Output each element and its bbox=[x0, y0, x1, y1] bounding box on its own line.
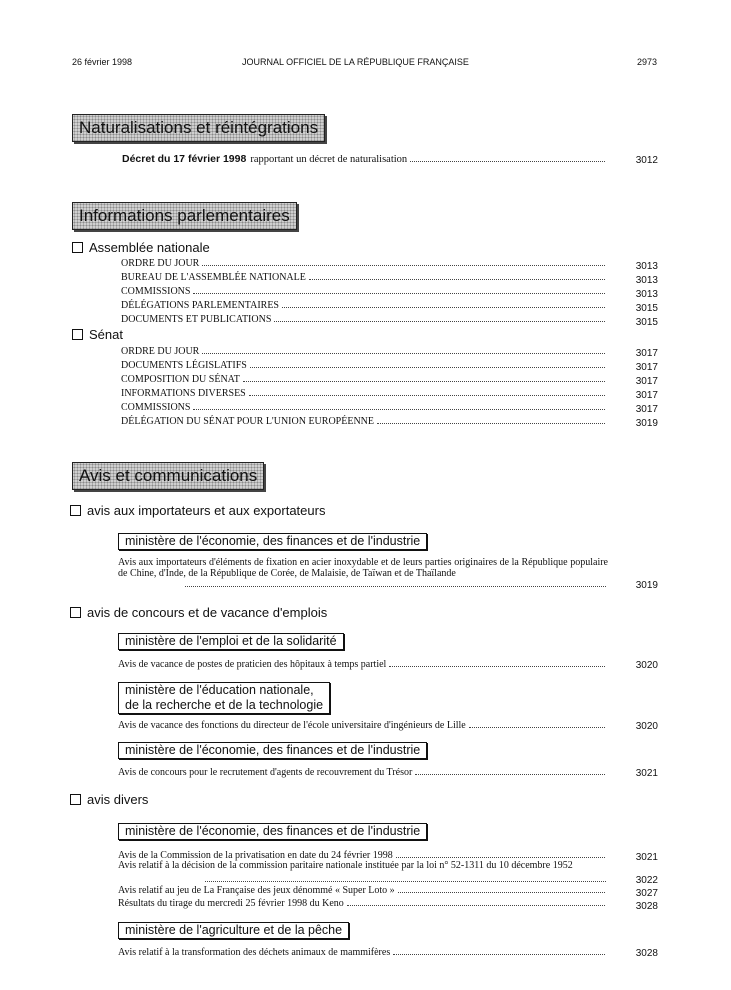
toc-page: 3015 bbox=[635, 317, 658, 328]
decret-date: Décret du 17 février 1998 bbox=[122, 153, 247, 165]
toc-label: COMMISSIONS bbox=[121, 402, 191, 413]
avis-banner: Avis et communications bbox=[72, 462, 264, 490]
toc-row[interactable] bbox=[118, 896, 607, 909]
toc-page: 3015 bbox=[635, 303, 658, 314]
checkbox-icon bbox=[70, 607, 81, 618]
importateurs-page: 3019 bbox=[635, 580, 658, 591]
toc-row[interactable] bbox=[121, 400, 607, 413]
toc-row[interactable] bbox=[121, 284, 607, 297]
section-assemblee-label: Assemblée nationale bbox=[89, 240, 210, 255]
divers-page: 3028 bbox=[635, 901, 658, 912]
toc-label: DOCUMENTS ET PUBLICATIONS bbox=[121, 314, 272, 325]
ministere-emploi-box: ministère de l'emploi et de la solidarité bbox=[118, 633, 344, 650]
toc-page: 3013 bbox=[635, 261, 658, 272]
agriculture-avis: Avis relatif à la transformation des déchets animaux de mammifères bbox=[118, 947, 391, 958]
checkbox-icon bbox=[72, 329, 83, 340]
ministere-economie-box: ministère de l'économie, des finances et de l'industrie bbox=[118, 742, 427, 759]
divers-avis: Avis relatif au jeu de La Française des jeux dénommé « Super Loto » bbox=[118, 885, 395, 896]
divers-avis: Résultats du tirage du mercredi 25 février 1998 du Keno bbox=[118, 898, 344, 909]
toc-row[interactable] bbox=[121, 298, 607, 311]
emploi-avis: Avis de vacance de postes de praticien des hôpitaux à temps partiel bbox=[118, 659, 387, 670]
toc-row[interactable] bbox=[118, 657, 607, 670]
section-importateurs-label: avis aux importateurs et aux exportateurs bbox=[87, 503, 326, 518]
toc-row[interactable] bbox=[121, 312, 607, 325]
toc-row[interactable] bbox=[121, 372, 607, 385]
toc-label: DOCUMENTS LÉGISLATIFS bbox=[121, 360, 247, 371]
section-assemblee bbox=[72, 240, 210, 255]
ministere-education-line2: de la recherche et de la technologie bbox=[125, 698, 324, 712]
emploi-page: 3020 bbox=[635, 660, 658, 671]
ministere-education-line1: ministère de l'éducation nationale, bbox=[125, 683, 314, 697]
section-divers bbox=[70, 792, 148, 807]
toc-row[interactable] bbox=[121, 414, 607, 427]
toc-page: 3017 bbox=[635, 390, 658, 401]
leader-dots bbox=[205, 881, 606, 882]
section-senat bbox=[72, 327, 123, 342]
education-page: 3020 bbox=[635, 721, 658, 732]
toc-row[interactable] bbox=[118, 945, 607, 958]
toc-page: 3017 bbox=[635, 362, 658, 373]
toc-row[interactable] bbox=[118, 718, 607, 731]
leader-dots bbox=[410, 161, 605, 162]
divers-page: 3022 bbox=[635, 875, 658, 886]
toc-page: 3017 bbox=[635, 348, 658, 359]
toc-row[interactable] bbox=[121, 256, 607, 269]
decret-page: 3012 bbox=[635, 155, 658, 166]
toc-page: 3013 bbox=[635, 275, 658, 286]
toc-label: BUREAU DE L'ASSEMBLÉE NATIONALE bbox=[121, 272, 306, 283]
checkbox-icon bbox=[72, 242, 83, 253]
toc-label: ORDRE DU JOUR bbox=[121, 346, 200, 357]
page-number: 2973 bbox=[637, 57, 658, 67]
ministere-economie-box: ministère de l'économie, des finances et de l'industrie bbox=[118, 823, 427, 840]
toc-label: DÉLÉGATION DU SÉNAT POUR L'UNION EUROPÉENNE bbox=[121, 416, 374, 427]
toc-label: ORDRE DU JOUR bbox=[121, 258, 200, 269]
toc-label: COMPOSITION DU SÉNAT bbox=[121, 374, 240, 385]
informations-banner: Informations parlementaires bbox=[72, 202, 297, 230]
section-concours-label: avis de concours et de vacance d'emplois bbox=[87, 605, 328, 620]
toc-row[interactable] bbox=[121, 358, 607, 371]
section-senat-label: Sénat bbox=[89, 327, 123, 342]
leader-dots bbox=[185, 586, 606, 587]
toc-label: INFORMATIONS DIVERSES bbox=[121, 388, 246, 399]
header-date: 26 février 1998 bbox=[72, 57, 133, 67]
toc-row[interactable] bbox=[121, 344, 607, 357]
ministere-agriculture-box: ministère de l'agriculture et de la pêche bbox=[118, 922, 349, 939]
naturalisations-banner: Naturalisations et réintégrations bbox=[72, 114, 325, 142]
toc-row[interactable] bbox=[118, 883, 607, 896]
toc-row[interactable] bbox=[118, 765, 607, 778]
importateurs-avis[interactable]: Avis aux importateurs d'éléments de fixation en acier inoxydable et de leurs parties originaires de la République populaire de Chine, d'Inde, de la République de Corée, de Malaisie, de Taïwan et de Thaïlande bbox=[118, 557, 608, 579]
checkbox-icon bbox=[70, 794, 81, 805]
section-concours bbox=[70, 605, 327, 620]
toc-row[interactable] bbox=[121, 270, 607, 283]
section-importateurs bbox=[70, 503, 325, 518]
journal-title: JOURNAL OFFICIEL DE LA RÉPUBLIQUE FRANÇAISE bbox=[242, 57, 469, 67]
agriculture-page: 3028 bbox=[635, 948, 658, 959]
divers-page: 3021 bbox=[635, 852, 658, 863]
toc-page: 3019 bbox=[635, 418, 658, 429]
divers-avis-commission[interactable]: Avis relatif à la décision de la commission paritaire nationale instituée par la loi n° 52-1311 du 10 décembre 1952 bbox=[118, 860, 573, 871]
toc-label: COMMISSIONS bbox=[121, 286, 191, 297]
checkbox-icon bbox=[70, 505, 81, 516]
economie-avis: Avis de concours pour le recrutement d'agents de recouvrement du Trésor bbox=[118, 767, 413, 778]
divers-avis: Avis de la Commission de la privatisation en date du 24 février 1998 bbox=[118, 850, 393, 861]
ministere-education-box bbox=[118, 682, 330, 714]
education-avis: Avis de vacance des fonctions du directeur de l'école universitaire d'ingénieurs de Lille bbox=[118, 720, 466, 731]
toc-label: DÉLÉGATIONS PARLEMENTAIRES bbox=[121, 300, 279, 311]
economie-page: 3021 bbox=[635, 768, 658, 779]
section-divers-label: avis divers bbox=[87, 792, 149, 807]
toc-row[interactable] bbox=[121, 386, 607, 399]
decret-row[interactable] bbox=[122, 152, 607, 165]
divers-page: 3027 bbox=[635, 888, 658, 899]
toc-page: 3017 bbox=[635, 404, 658, 415]
decret-text: rapportant un décret de naturalisation bbox=[250, 154, 408, 165]
ministere-economie-box: ministère de l'économie, des finances et de l'industrie bbox=[118, 533, 427, 550]
toc-page: 3017 bbox=[635, 376, 658, 387]
toc-page: 3013 bbox=[635, 289, 658, 300]
